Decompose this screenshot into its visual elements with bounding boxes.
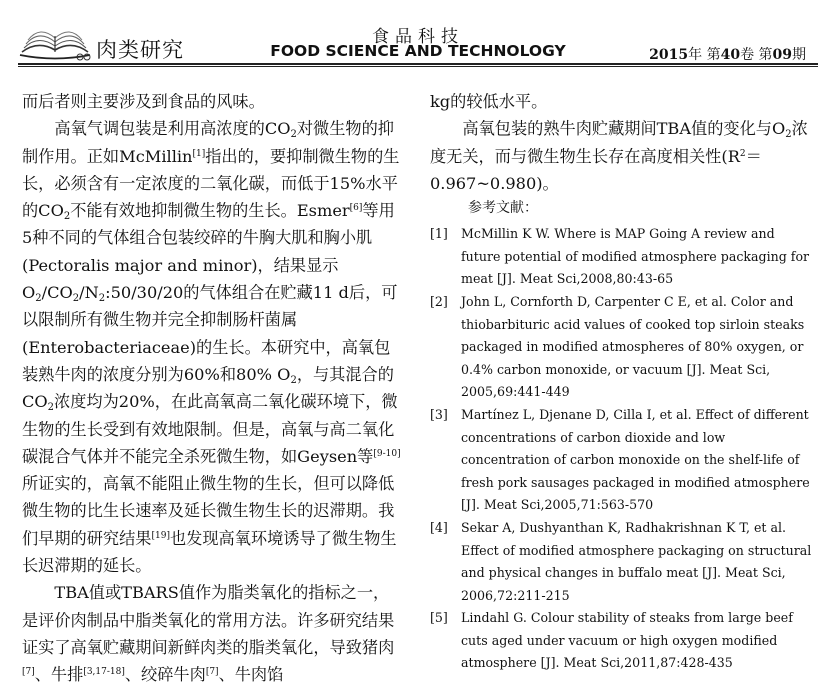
- citation: [6]: [349, 203, 363, 214]
- text-run: ，与其混合的CO: [22, 364, 394, 412]
- reference-list: [430, 223, 814, 675]
- left-column: [22, 88, 402, 689]
- subscript: 2: [290, 129, 297, 141]
- year: 2015: [649, 47, 689, 63]
- text-run: :50/30/20的气体组合在贮藏11 d后，可以限制所有微生物并完全抑制肠杆菌属(Enterobacteriaceae)的生长。本研究中，高氧包装熟牛肉的浓度分别为60%和80% O: [22, 283, 398, 384]
- reference-item: [430, 607, 814, 675]
- issue-suffix: 期: [792, 47, 806, 63]
- reference-text: Martínez L, Djenane D, Cilla I, et al. Effect of different concentrations of carbon dioxide and low concentration of carbon monoxide on the shelf-life of fresh pork sausages packaged in modified atmosphere [J]. Meat Sci,2005,71:563-570: [461, 406, 810, 513]
- citation: [7]: [205, 667, 219, 678]
- reference-number: [3]: [430, 406, 448, 422]
- journal-title-en: FOOD SCIENCE AND TECHNOLOGY: [270, 42, 566, 60]
- paragraph: 而后者则主要涉及到食品的风味。: [22, 92, 265, 111]
- section-title: 肉类研究: [96, 38, 184, 62]
- text-run: 高氧气调包装是利用高浓度的CO: [54, 119, 291, 139]
- reference-item: [430, 223, 814, 291]
- text-run: 指出的，要抑制微生物的生长，必须含有一定浓度的二氧化碳，而低于15%水平的CO: [22, 146, 400, 221]
- issue-prefix: 第: [758, 47, 773, 63]
- subscript: 2: [785, 129, 792, 141]
- paragraph: kg的较低水平。: [430, 92, 548, 111]
- subscript: 2: [72, 293, 80, 305]
- year-unit: 年: [688, 47, 703, 63]
- reference-number: [1]: [430, 226, 448, 242]
- text-run: 等用5种不同的气体组合包装绞碎的牛胸大肌和胸小肌(Pectoralis major and minor)，结果显示O: [22, 201, 395, 303]
- text-run: TBA值或TBARS值作为脂类氧化的指标之一，是评价肉制品中脂类氧化的常用方法。许多研究结果证实了高氧贮藏期间新鲜肉类的脂类氧化，导致猪肉: [22, 583, 395, 657]
- vol-prefix: 第: [706, 47, 721, 63]
- superscript: 2: [739, 148, 746, 159]
- subscript: 2: [98, 293, 106, 305]
- subscript: 2: [35, 293, 42, 305]
- reference-number: [4]: [430, 519, 448, 535]
- reference-item: [430, 291, 814, 404]
- text-run: 也发现高氧环境诱导了微生物生长迟滞期的延长。: [22, 528, 397, 576]
- reference-item: [430, 404, 814, 517]
- citation: [3,17-18]: [83, 667, 125, 678]
- issue-number: 09: [772, 47, 792, 63]
- text-run: 不能有效地抑制微生物的生长。Esmer: [70, 201, 350, 221]
- references-heading: 参考文献：: [468, 200, 538, 217]
- header-rule-thin: [18, 66, 818, 67]
- citation: [19]: [151, 530, 170, 541]
- page-header: [0, 0, 836, 68]
- volume: 40: [720, 47, 741, 63]
- reference-item: [430, 517, 814, 607]
- reference-number: [2]: [430, 293, 448, 309]
- reference-text: John L, Cornforth D, Carpenter C E, et al. Color and thiobarbituric acid values of cooked top sirloin steaks packaged in modified atmospheres of 80% oxygen, or 0.4% carbon monoxide, or vacuum [J]. Meat Sci, 2005,69:441-449: [461, 293, 805, 400]
- citation: [9-10]: [373, 448, 401, 459]
- reference-text: McMillin K W. Where is MAP Going A review and future potential of modified atmosphere packaging for meat [J]. Meat Sci,2008,80:43-65: [461, 226, 810, 287]
- subscript: 2: [47, 402, 55, 414]
- text-run: 、牛肉馅: [218, 665, 284, 685]
- reference-text: Lindahl G. Colour stability of steaks from large beef cuts aged under vacuum or high oxygen modified atmosphere [J]. Meat Sci,2011,87:428-435: [461, 610, 793, 671]
- text-run: 所证实的，高氧不能阻止微生物的生长，但可以降低微生物的比生长速率及延长微生物生长的迟滞期。我们早期的研究结果: [22, 474, 395, 548]
- paragraph: [430, 115, 814, 197]
- issue-info: [649, 44, 806, 64]
- text-run: ＝0.967~0.980)。: [430, 146, 762, 193]
- reference-number: [5]: [430, 610, 448, 626]
- text-run: 高氧包装的熟牛肉贮藏期间TBA值的变化与O: [462, 119, 786, 139]
- paragraph: [22, 579, 402, 688]
- text-run: /CO: [41, 283, 73, 303]
- text-run: 浓度均为20%，在此高氧高二氧化碳环境下，微生物的生长受到有效地限制。但是，高氧与高二氧化碳混合气体并不能完全杀死微生物，如Geysen等: [22, 392, 398, 466]
- paragraph: [22, 115, 402, 579]
- citation: [1]: [192, 148, 206, 159]
- text-run: 、牛排: [34, 665, 84, 685]
- subscript: 2: [290, 374, 297, 386]
- vol-suffix: 卷: [740, 47, 755, 63]
- subscript: 2: [63, 211, 71, 223]
- reference-text: Sekar A, Dushyanthan K, Radhakrishnan K T, et al. Effect of modified atmosphere packaging on structural and physical changes in buffalo meat [J]. Meat Sci, 2006,72:211-215: [461, 519, 812, 603]
- text-run: 对微生物的抑制作用。正如McMillin: [22, 119, 394, 166]
- text-run: 浓度无关，而与微生物生长存在高度相关性(R: [430, 119, 808, 166]
- citation: [7]: [22, 667, 35, 678]
- text-run: 、绞碎牛肉: [124, 665, 206, 685]
- right-column: [430, 88, 814, 675]
- text-run: /N: [79, 283, 99, 303]
- header-rule: [18, 63, 818, 65]
- journal-title-cn: 食品科技: [372, 27, 464, 47]
